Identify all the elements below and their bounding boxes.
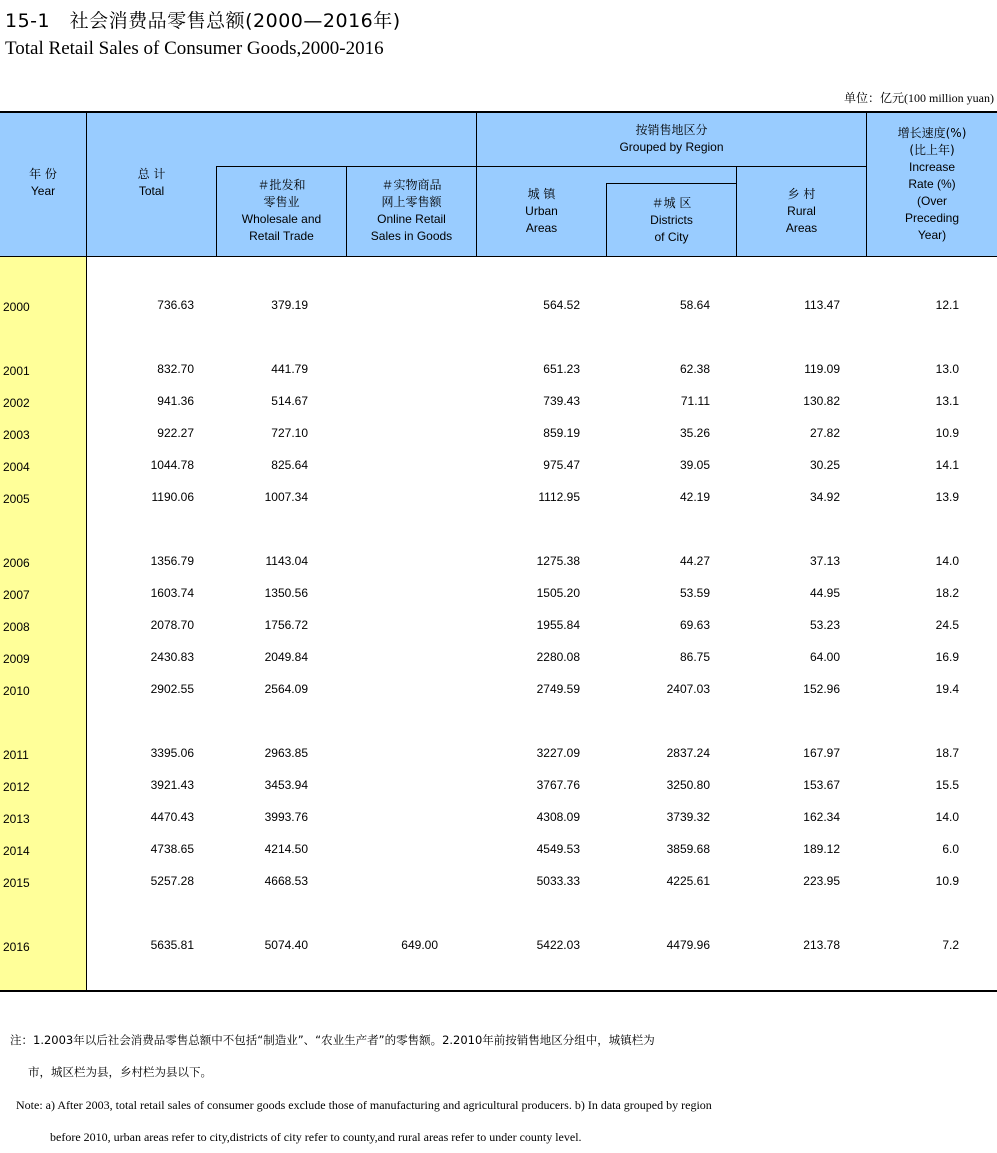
header-year-cn: 年 份 — [29, 167, 57, 181]
cell-rural: 152.96 — [803, 682, 840, 696]
cell-rate: 10.9 — [935, 874, 959, 888]
cell-year: 2004 — [3, 460, 30, 474]
header-total-en: Total — [138, 184, 165, 198]
cell-urban: 1955.84 — [536, 618, 580, 632]
header-wholesale — [217, 177, 346, 245]
cell-districts: 42.19 — [679, 490, 710, 504]
table-row — [0, 744, 997, 764]
table-row — [0, 680, 997, 700]
cell-wholesale: 825.64 — [271, 458, 308, 472]
table-row — [0, 872, 997, 892]
cell-year: 2012 — [3, 780, 30, 794]
cell-urban: 3227.09 — [536, 746, 580, 760]
cell-wholesale: 5074.40 — [264, 938, 308, 952]
cell-districts: 71.11 — [680, 394, 710, 408]
cell-urban: 739.43 — [543, 394, 580, 408]
cell-urban: 3767.76 — [536, 778, 580, 792]
cell-online: 649.00 — [401, 938, 438, 952]
table-row — [0, 424, 997, 444]
header-online — [347, 177, 476, 245]
cell-rural: 64.00 — [809, 650, 840, 664]
cell-year: 2005 — [3, 492, 30, 506]
cell-wholesale: 2963.85 — [264, 746, 308, 760]
cell-total: 2902.55 — [150, 682, 194, 696]
header-rural-cn: 乡 村 — [787, 187, 816, 201]
table-row — [0, 776, 997, 796]
header-rate-en1: Increase — [908, 160, 956, 174]
cell-rate: 15.5 — [935, 778, 959, 792]
cell-rural: 153.67 — [803, 778, 840, 792]
cell-wholesale: 3993.76 — [264, 810, 308, 824]
note-cn-line-2: 市，城区栏为县，乡村栏为县以下。 — [28, 1065, 212, 1079]
table-row — [0, 392, 997, 412]
title-english: Total Retail Sales of Consumer Goods,2000-2016 — [5, 38, 384, 59]
cell-districts: 2837.24 — [666, 746, 710, 760]
header-rural-en1: Rural — [787, 204, 816, 218]
cell-year: 2001 — [3, 364, 30, 378]
title-chinese: 15-1 社会消费品零售总额(2000—2016年) — [5, 10, 401, 32]
header-online-en1: Online Retail — [377, 212, 446, 226]
note-cn-line-1: 注：1.2003年以后社会消费品零售总额中不包括“制造业”、“农业生产者”的零售额。2.2010年前按销售地区分组中，城镇栏为 — [10, 1033, 655, 1047]
cell-districts: 86.75 — [679, 650, 710, 664]
cell-urban: 4308.09 — [536, 810, 580, 824]
cell-districts: 4225.61 — [666, 874, 710, 888]
cell-wholesale: 1007.34 — [264, 490, 308, 504]
header-bottom-rule — [0, 256, 997, 257]
cell-year: 2011 — [3, 748, 29, 762]
cell-wholesale: 441.79 — [271, 362, 308, 376]
cell-rural: 53.23 — [809, 618, 840, 632]
cell-rural: 34.92 — [809, 490, 840, 504]
header-year-en: Year — [30, 184, 56, 198]
cell-rate: 18.7 — [935, 746, 959, 760]
header-rate-en3: (Over — [917, 194, 947, 208]
header-mid-rule — [216, 166, 866, 167]
header-districts-en2: of City — [654, 230, 689, 244]
cell-rural: 223.95 — [803, 874, 840, 888]
table-row — [0, 552, 997, 572]
cell-rate: 14.1 — [935, 458, 959, 472]
cell-year: 2014 — [3, 844, 30, 858]
table-row — [0, 936, 997, 956]
cell-rural: 119.09 — [804, 362, 840, 376]
table-row — [0, 808, 997, 828]
cell-wholesale: 514.67 — [271, 394, 308, 408]
header-rate-en5: Year) — [917, 228, 947, 242]
cell-year: 2002 — [3, 396, 30, 410]
header-total-cn: 总 计 — [137, 167, 166, 181]
header-wholesale-cn1: ＃批发和 — [257, 178, 306, 192]
cell-rural: 113.47 — [804, 298, 840, 312]
cell-total: 941.36 — [157, 394, 194, 408]
cell-year: 2009 — [3, 652, 30, 666]
cell-rural: 189.12 — [803, 842, 840, 856]
table-bottom-rule — [0, 990, 997, 992]
header-year — [0, 166, 86, 200]
header-urban-en1: Urban — [525, 204, 558, 218]
header-rate-cn2: (比上年) — [909, 143, 955, 157]
header-region-cn: 按销售地区分 — [635, 123, 708, 137]
cell-year: 2015 — [3, 876, 30, 890]
cell-urban: 2280.08 — [536, 650, 580, 664]
cell-year: 2006 — [3, 556, 30, 570]
cell-year: 2013 — [3, 812, 30, 826]
note-en-line-1: Note: a) After 2003, total retail sales of consumer goods exclude those of manufacturing and agricultural producers. b) In data grouped by region — [16, 1098, 712, 1112]
header-districts-en1: Districts — [650, 213, 693, 227]
header-region-en: Grouped by Region — [619, 140, 724, 154]
cell-total: 1044.78 — [150, 458, 194, 472]
header-wholesale-en1: Wholesale and — [241, 212, 322, 226]
cell-wholesale: 4668.53 — [264, 874, 308, 888]
cell-urban: 4549.53 — [536, 842, 580, 856]
cell-rate: 6.0 — [942, 842, 959, 856]
cell-urban: 1505.20 — [536, 586, 580, 600]
header-wholesale-cn2: 零售业 — [263, 195, 300, 209]
header-rural-en2: Areas — [785, 221, 818, 235]
cell-rate: 14.0 — [935, 554, 959, 568]
cell-rural: 37.13 — [809, 554, 840, 568]
cell-rate: 10.9 — [935, 426, 959, 440]
cell-urban: 5422.03 — [536, 938, 580, 952]
table-row — [0, 584, 997, 604]
districts-top-rule — [606, 183, 736, 184]
header-urban-en2: Areas — [525, 221, 558, 235]
cell-total: 5257.28 — [150, 874, 194, 888]
cell-urban: 564.52 — [543, 298, 580, 312]
cell-urban: 5033.33 — [536, 874, 580, 888]
table-row — [0, 456, 997, 476]
header-total — [87, 166, 216, 200]
header-region — [477, 122, 866, 156]
cell-wholesale: 1350.56 — [264, 586, 308, 600]
table-row — [0, 488, 997, 508]
cell-wholesale: 727.10 — [271, 426, 308, 440]
cell-year: 2008 — [3, 620, 30, 634]
header-rate-cn1: 增长速度(%) — [897, 126, 967, 140]
cell-districts: 44.27 — [679, 554, 710, 568]
cell-year: 2003 — [3, 428, 30, 442]
cell-districts: 4479.96 — [666, 938, 710, 952]
cell-total: 4470.43 — [150, 810, 194, 824]
cell-rate: 13.0 — [935, 362, 959, 376]
cell-year: 2007 — [3, 588, 30, 602]
cell-rate: 13.9 — [935, 490, 959, 504]
unit-english: (100 million yuan) — [904, 91, 994, 105]
cell-total: 5635.81 — [150, 938, 194, 952]
cell-year: 2010 — [3, 684, 30, 698]
table-row — [0, 840, 997, 860]
cell-urban: 651.23 — [543, 362, 580, 376]
cell-urban: 975.47 — [543, 458, 580, 472]
cell-districts: 3739.32 — [666, 810, 710, 824]
table-row — [0, 296, 997, 316]
header-urban — [477, 186, 606, 237]
cell-rate: 18.2 — [935, 586, 959, 600]
cell-total: 1356.79 — [150, 554, 194, 568]
header-rate-en4: Preceding — [904, 211, 960, 225]
cell-total: 922.27 — [157, 426, 194, 440]
cell-total: 736.63 — [157, 298, 194, 312]
cell-wholesale: 1143.04 — [265, 554, 308, 568]
cell-total: 3395.06 — [150, 746, 194, 760]
cell-districts: 3859.68 — [666, 842, 710, 856]
cell-districts: 3250.80 — [666, 778, 710, 792]
cell-rate: 13.1 — [935, 394, 959, 408]
cell-total: 2430.83 — [150, 650, 194, 664]
cell-year: 2000 — [3, 300, 30, 314]
cell-total: 3921.43 — [150, 778, 194, 792]
cell-rural: 27.82 — [809, 426, 840, 440]
unit-label — [844, 89, 994, 106]
cell-districts: 53.59 — [679, 586, 710, 600]
cell-districts: 62.38 — [679, 362, 710, 376]
cell-wholesale: 2564.09 — [264, 682, 308, 696]
cell-rate: 14.0 — [935, 810, 959, 824]
cell-total: 2078.70 — [150, 618, 194, 632]
cell-year: 2016 — [3, 940, 30, 954]
unit-chinese: 单位：亿元 — [843, 91, 904, 105]
cell-rural: 167.97 — [803, 746, 840, 760]
cell-wholesale: 379.19 — [271, 298, 308, 312]
cell-rural: 30.25 — [809, 458, 840, 472]
cell-wholesale: 3453.94 — [264, 778, 308, 792]
cell-total: 1603.74 — [150, 586, 194, 600]
cell-districts: 2407.03 — [666, 682, 710, 696]
header-rural — [737, 186, 866, 237]
cell-rural: 44.95 — [809, 586, 840, 600]
cell-wholesale: 4214.50 — [264, 842, 308, 856]
header-rate — [867, 125, 997, 244]
header-urban-cn: 城 镇 — [527, 187, 556, 201]
cell-urban: 1275.38 — [536, 554, 580, 568]
cell-total: 4738.65 — [150, 842, 194, 856]
cell-total: 1190.06 — [151, 490, 194, 504]
note-en-line-2: before 2010, urban areas refer to city,districts of city refer to county,and rural areas refer to under county level. — [50, 1130, 582, 1144]
cell-rate: 12.1 — [935, 298, 959, 312]
header-districts — [607, 195, 736, 246]
cell-urban: 2749.59 — [536, 682, 580, 696]
cell-rural: 213.78 — [803, 938, 840, 952]
cell-rate: 7.2 — [942, 938, 959, 952]
header-online-cn2: 网上零售额 — [381, 195, 442, 209]
cell-urban: 1112.95 — [538, 490, 580, 504]
cell-rural: 162.34 — [803, 810, 840, 824]
header-rate-en2: Rate (%) — [908, 177, 956, 191]
cell-districts: 69.63 — [679, 618, 710, 632]
table-row — [0, 616, 997, 636]
header-districts-cn: ＃城 区 — [651, 196, 692, 210]
cell-rural: 130.82 — [803, 394, 840, 408]
cell-districts: 39.05 — [679, 458, 710, 472]
cell-rate: 19.4 — [935, 682, 959, 696]
table-row — [0, 648, 997, 668]
cell-districts: 35.26 — [679, 426, 710, 440]
header-wholesale-en2: Retail Trade — [249, 229, 314, 243]
table-top-rule — [0, 111, 997, 113]
cell-wholesale: 1756.72 — [264, 618, 308, 632]
header-online-cn1: ＃实物商品 — [381, 178, 442, 192]
cell-urban: 859.19 — [543, 426, 580, 440]
table-row — [0, 360, 997, 380]
cell-rate: 24.5 — [935, 618, 959, 632]
header-online-en2: Sales in Goods — [370, 229, 453, 243]
cell-rate: 16.9 — [935, 650, 959, 664]
cell-districts: 58.64 — [679, 298, 710, 312]
cell-total: 832.70 — [157, 362, 194, 376]
cell-wholesale: 2049.84 — [264, 650, 308, 664]
